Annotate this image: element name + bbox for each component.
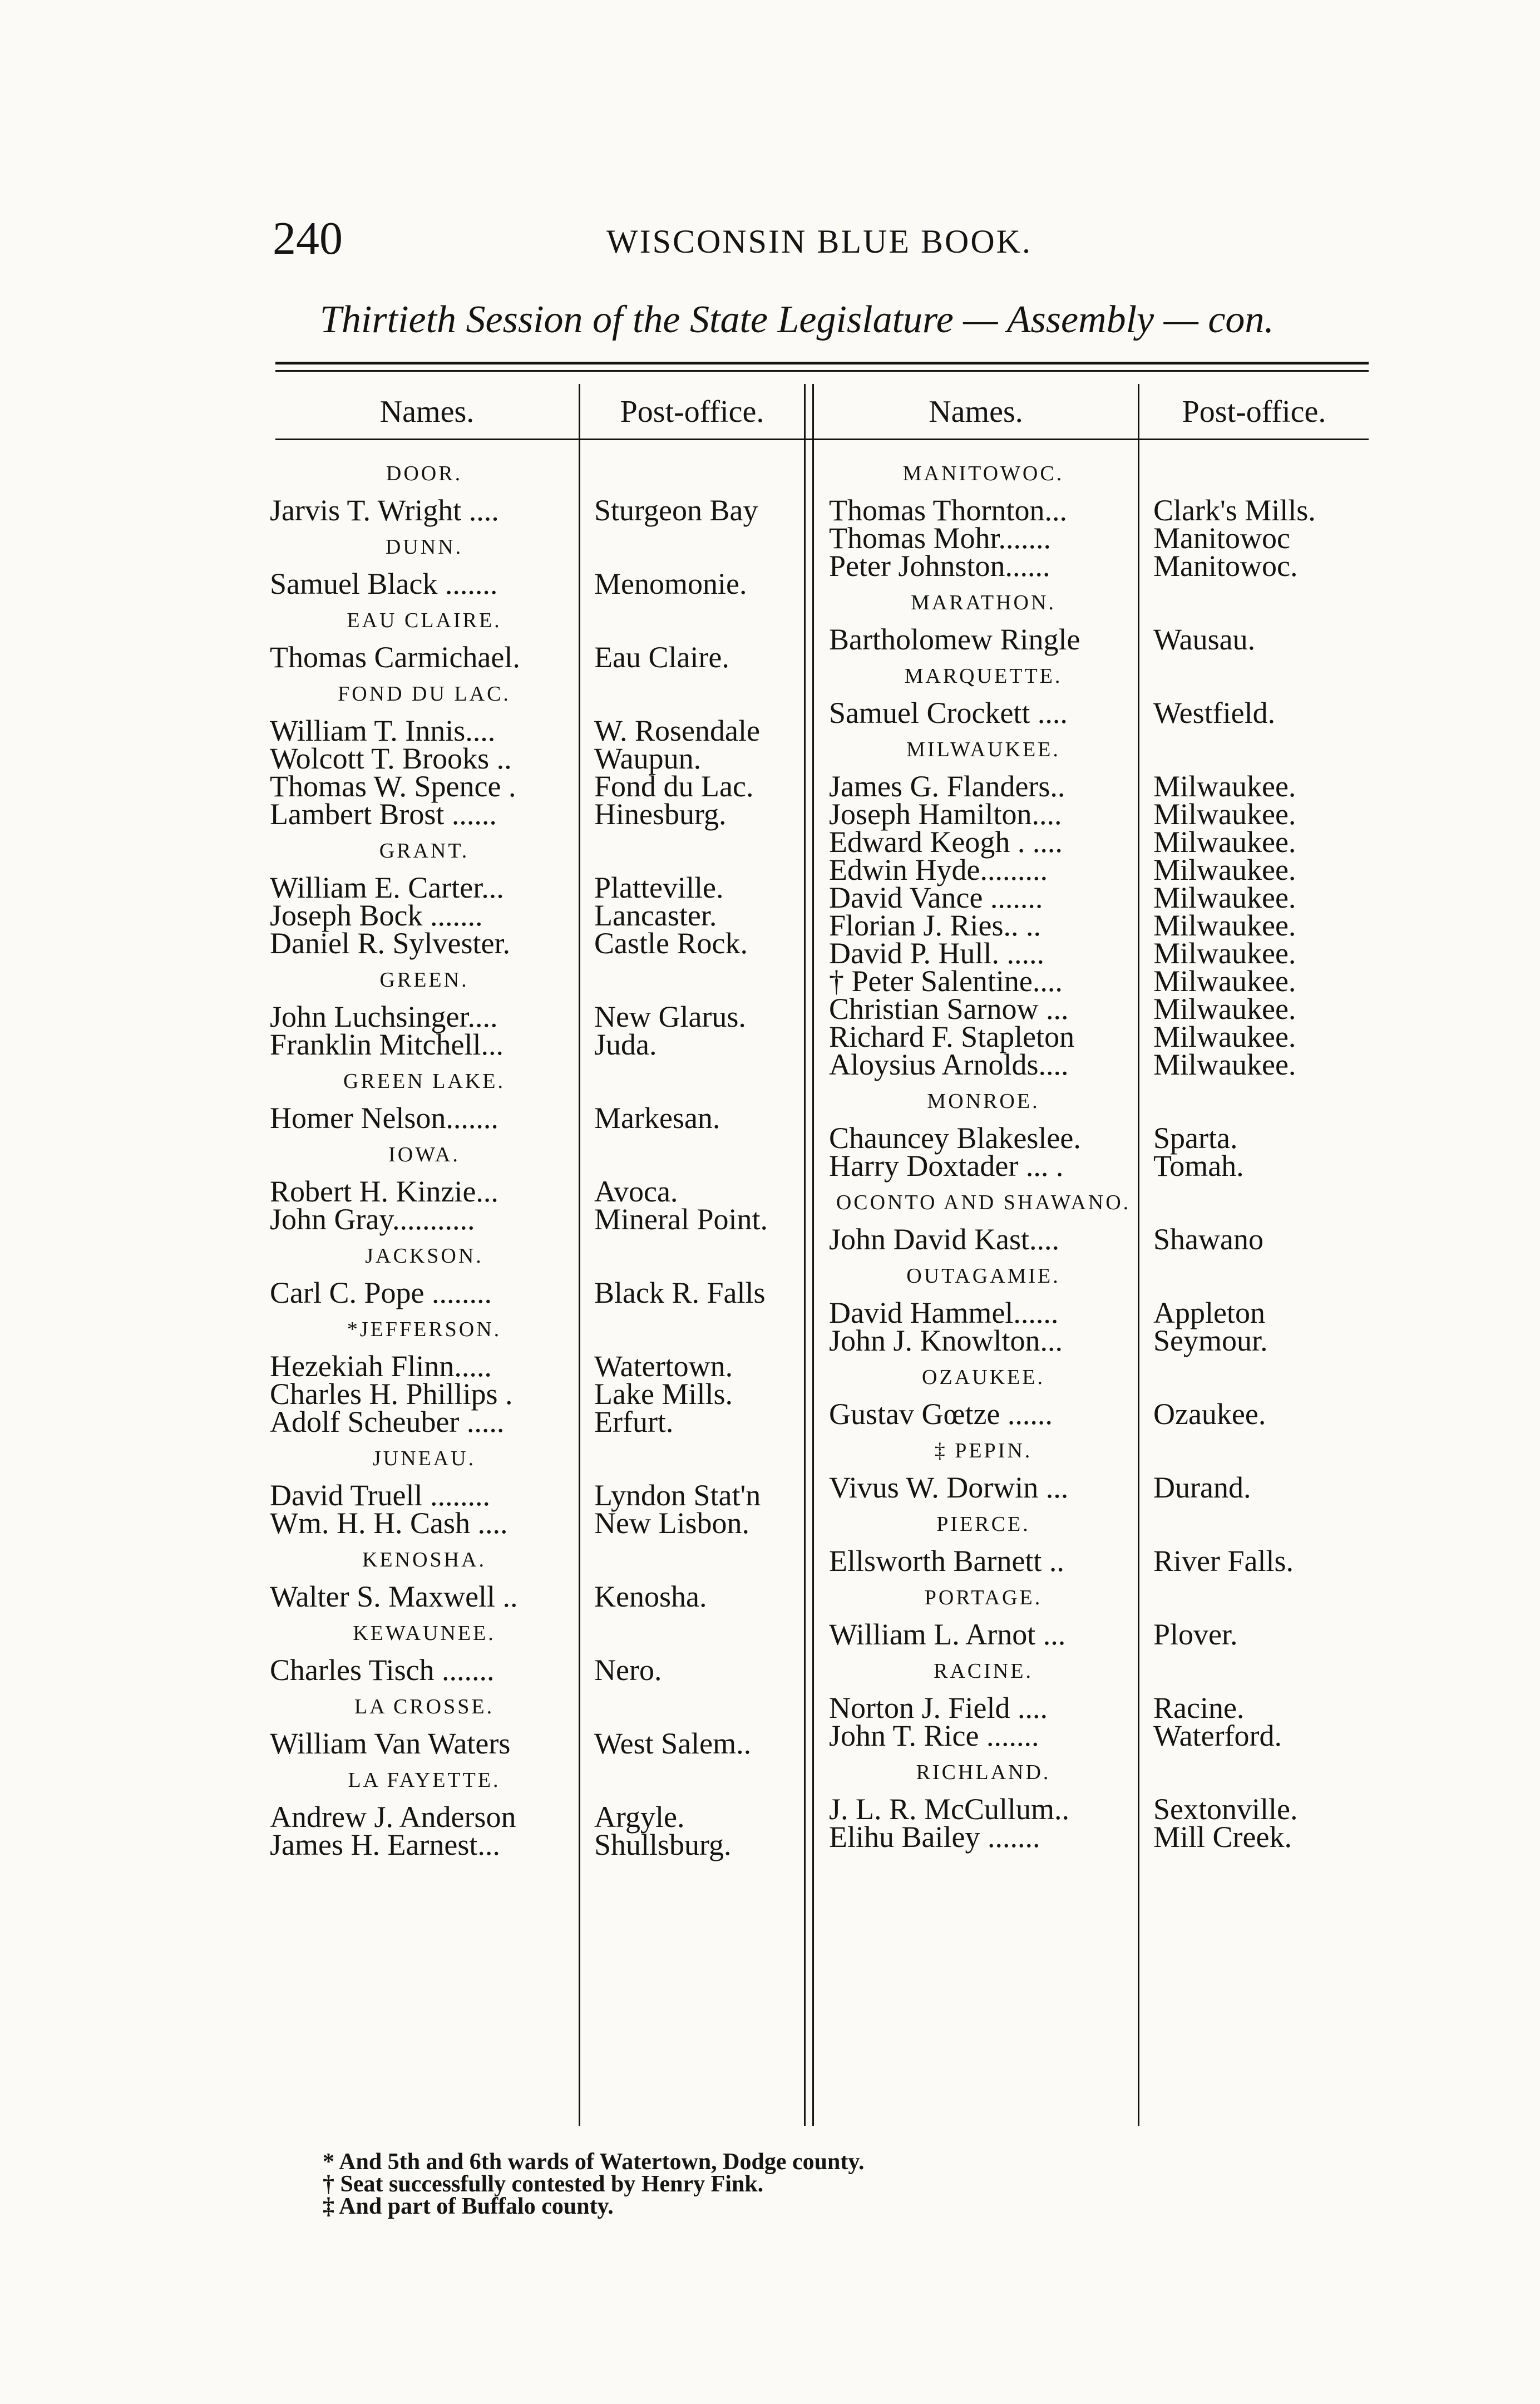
member-post-office: Argyle. xyxy=(594,1800,685,1834)
member-name: Ellsworth Barnett .. xyxy=(829,1544,1064,1578)
member-post-office: Mineral Point. xyxy=(594,1203,768,1236)
county-heading: MILWAUKEE. xyxy=(906,738,1060,761)
member-post-office: Ozaukee. xyxy=(1153,1397,1266,1431)
left-column xyxy=(270,451,804,1859)
member-row xyxy=(829,770,1363,803)
member-name: Bartholomew Ringle xyxy=(829,623,1080,656)
member-name: David Hammel...... xyxy=(829,1296,1059,1329)
member-name: William E. Carter... xyxy=(270,871,504,904)
member-row xyxy=(270,1800,804,1834)
member-name: Charles Tisch ....... xyxy=(270,1653,495,1687)
member-row xyxy=(829,825,1363,859)
member-name: Christian Sarnow ... xyxy=(829,992,1069,1026)
member-post-office: Nero. xyxy=(594,1653,662,1687)
county-heading: OCONTO AND SHAWANO. xyxy=(836,1191,1131,1214)
member-row xyxy=(270,494,804,527)
member-row xyxy=(829,549,1363,583)
member-name: John Luchsinger.... xyxy=(270,1000,498,1033)
county-heading: FOND DU LAC. xyxy=(338,682,511,706)
member-row xyxy=(270,927,804,960)
top-rule xyxy=(275,362,1369,364)
member-row xyxy=(829,1691,1363,1725)
member-post-office: Castle Rock. xyxy=(594,927,748,960)
member-post-office: Lancaster. xyxy=(594,899,717,932)
member-row xyxy=(270,1653,804,1687)
member-row xyxy=(829,1048,1363,1081)
member-name: Thomas Mohr....... xyxy=(829,521,1051,555)
member-name: William T. Innis.... xyxy=(270,714,496,747)
member-post-office: Seymour. xyxy=(1153,1324,1268,1357)
member-name: Thomas W. Spence . xyxy=(270,770,516,803)
member-post-office: Lake Mills. xyxy=(594,1377,733,1411)
member-row xyxy=(270,1276,804,1309)
member-post-office: Milwaukee. xyxy=(1153,825,1296,859)
member-post-office: Watertown. xyxy=(594,1349,733,1383)
member-name: James G. Flanders.. xyxy=(829,770,1065,803)
member-post-office: Shullsburg. xyxy=(594,1828,732,1861)
county-heading: LA FAYETTE. xyxy=(348,1768,501,1792)
member-row xyxy=(270,770,804,803)
member-row xyxy=(270,1000,804,1033)
col-header-post-office-right: Post-office. xyxy=(1182,395,1326,429)
member-post-office: Tomah. xyxy=(1153,1149,1244,1183)
col-header-post-office: Post-office. xyxy=(620,395,764,429)
member-post-office: Clark's Mills. xyxy=(1153,494,1316,527)
member-row xyxy=(829,1792,1363,1826)
county-heading: ‡ PEPIN. xyxy=(934,1439,1033,1462)
county-heading: MARATHON. xyxy=(911,591,1056,614)
running-title: WISCONSIN BLUE BOOK. xyxy=(606,223,1032,260)
member-row xyxy=(829,1618,1363,1651)
member-row xyxy=(829,1544,1363,1578)
member-name: Norton J. Field .... xyxy=(829,1691,1048,1725)
member-name: David P. Hull. ..... xyxy=(829,937,1045,970)
col-header-names: Names. xyxy=(379,395,475,429)
county-heading: OUTAGAMIE. xyxy=(906,1264,1060,1288)
member-name: John David Kast.... xyxy=(829,1223,1059,1256)
member-name: Aloysius Arnolds.... xyxy=(829,1048,1069,1081)
member-name: Vivus W. Dorwin ... xyxy=(829,1471,1069,1504)
member-row xyxy=(270,1727,804,1760)
member-row xyxy=(270,871,804,904)
member-name: William L. Arnot ... xyxy=(829,1618,1066,1651)
member-row xyxy=(829,1223,1363,1256)
footnote: ‡ And part of Buffalo county. xyxy=(323,2194,614,2219)
member-post-office: Sextonville. xyxy=(1153,1792,1298,1826)
county-heading: GREEN. xyxy=(379,968,469,992)
col-header-names-right: Names. xyxy=(929,395,1023,429)
member-name: Lambert Brost ...... xyxy=(270,797,497,831)
member-post-office: Hinesburg. xyxy=(594,797,727,831)
member-row xyxy=(829,853,1363,886)
member-name: Hezekiah Flinn..... xyxy=(270,1349,492,1383)
member-name: Edwin Hyde......... xyxy=(829,853,1048,886)
member-post-office: Milwaukee. xyxy=(1153,797,1296,831)
member-name: Charles H. Phillips . xyxy=(270,1377,513,1411)
member-post-office: W. Rosendale xyxy=(594,714,760,747)
member-row xyxy=(829,1719,1363,1752)
member-row xyxy=(829,1820,1363,1854)
member-name: † Peter Salentine.... xyxy=(829,964,1063,998)
member-post-office: West Salem.. xyxy=(594,1727,752,1760)
member-post-office: Platteville. xyxy=(594,871,724,904)
page-number: 240 xyxy=(273,213,343,264)
footnotes xyxy=(323,2151,865,2218)
county-heading: JUNEAU. xyxy=(372,1447,476,1470)
member-row xyxy=(270,797,804,831)
member-name: Joseph Hamilton.... xyxy=(829,797,1062,831)
member-name: Adolf Scheuber ..... xyxy=(270,1405,505,1439)
member-name: Robert H. Kinzie... xyxy=(270,1175,498,1208)
member-name: David Truell ........ xyxy=(270,1479,491,1512)
county-heading: KEWAUNEE. xyxy=(353,1622,496,1645)
member-row xyxy=(270,1101,804,1135)
member-row xyxy=(829,1397,1363,1431)
member-row xyxy=(829,881,1363,914)
member-name: Carl C. Pope ........ xyxy=(270,1276,492,1309)
county-heading: RACINE. xyxy=(934,1659,1033,1683)
footnote: † Seat successfully contested by Henry Fink. xyxy=(323,2171,764,2197)
member-row xyxy=(270,1377,804,1411)
county-heading: MANITOWOC. xyxy=(902,462,1064,485)
member-post-office: Milwaukee. xyxy=(1153,770,1296,803)
member-post-office: Manitowoc xyxy=(1153,521,1290,555)
member-post-office: Durand. xyxy=(1153,1471,1251,1504)
member-name: William Van Waters xyxy=(270,1727,511,1760)
member-post-office: Waupun. xyxy=(594,742,702,775)
member-name: John T. Rice ....... xyxy=(829,1719,1039,1752)
member-name: Florian J. Ries.. .. xyxy=(829,909,1042,942)
county-heading: GREEN LAKE. xyxy=(343,1070,505,1093)
county-heading: KENOSHA. xyxy=(362,1548,487,1572)
member-name: David Vance ....... xyxy=(829,881,1043,914)
member-row xyxy=(270,567,804,600)
member-name: James H. Earnest... xyxy=(270,1828,500,1861)
member-row xyxy=(270,1028,804,1061)
county-heading: MARQUETTE. xyxy=(904,664,1063,688)
member-post-office: Menomonie. xyxy=(594,567,747,600)
county-heading: GRANT. xyxy=(379,839,470,863)
member-row xyxy=(829,623,1363,656)
member-post-office: Milwaukee. xyxy=(1153,909,1296,942)
member-row xyxy=(829,797,1363,831)
county-heading: *JEFFERSON. xyxy=(347,1318,502,1341)
member-row xyxy=(829,964,1363,998)
right-column xyxy=(829,451,1363,1854)
member-row xyxy=(270,1405,804,1439)
member-post-office: Manitowoc. xyxy=(1153,549,1298,583)
member-name: Edward Keogh . .... xyxy=(829,825,1063,859)
member-row xyxy=(829,1121,1363,1155)
county-heading: OZAUKEE. xyxy=(922,1366,1045,1389)
member-post-office: Appleton xyxy=(1153,1296,1265,1329)
county-heading: PORTAGE. xyxy=(924,1586,1043,1609)
top-rule-thin xyxy=(275,370,1369,372)
member-row xyxy=(270,1479,804,1512)
member-name: Samuel Crockett .... xyxy=(829,696,1068,730)
member-post-office: Milwaukee. xyxy=(1153,964,1296,998)
member-post-office: Milwaukee. xyxy=(1153,853,1296,886)
member-row xyxy=(829,909,1363,942)
member-row xyxy=(270,1203,804,1236)
member-name: Richard F. Stapleton xyxy=(829,1020,1075,1053)
member-name: Peter Johnston...... xyxy=(829,549,1050,583)
member-row xyxy=(829,1149,1363,1183)
member-name: Daniel R. Sylvester. xyxy=(270,927,510,960)
member-name: Andrew J. Anderson xyxy=(270,1800,516,1834)
county-heading: MONROE. xyxy=(927,1090,1040,1113)
member-row xyxy=(270,899,804,932)
member-post-office: Milwaukee. xyxy=(1153,881,1296,914)
member-row xyxy=(829,494,1363,527)
member-name: John Gray........... xyxy=(270,1203,475,1236)
center-divider-b xyxy=(812,384,814,2126)
member-row xyxy=(270,714,804,747)
member-name: Franklin Mitchell... xyxy=(270,1028,504,1061)
member-row xyxy=(270,1828,804,1861)
member-post-office: Milwaukee. xyxy=(1153,1020,1296,1053)
member-row xyxy=(829,1020,1363,1053)
member-post-office: Shawano xyxy=(1153,1223,1263,1256)
member-post-office: Black R. Falls xyxy=(594,1276,766,1309)
member-name: Harry Doxtader ... . xyxy=(829,1149,1064,1183)
county-heading: IOWA. xyxy=(388,1143,460,1166)
county-heading: DOOR. xyxy=(386,462,463,485)
member-name: Thomas Thornton... xyxy=(829,494,1067,527)
member-name: Joseph Bock ....... xyxy=(270,899,483,932)
center-divider-a xyxy=(804,384,806,2126)
county-heading: DUNN. xyxy=(385,535,463,559)
member-post-office: Avoca. xyxy=(594,1175,678,1208)
member-post-office: Juda. xyxy=(594,1028,657,1061)
member-post-office: Sturgeon Bay xyxy=(594,494,758,527)
member-row xyxy=(829,1296,1363,1329)
member-name: Jarvis T. Wright .... xyxy=(270,494,499,527)
member-row xyxy=(270,1580,804,1613)
member-post-office: Sparta. xyxy=(1153,1121,1238,1155)
member-name: Homer Nelson....... xyxy=(270,1101,498,1135)
member-post-office: New Glarus. xyxy=(594,1000,746,1033)
member-row xyxy=(829,521,1363,555)
county-heading: JACKSON. xyxy=(365,1244,483,1268)
member-post-office: Westfield. xyxy=(1153,696,1276,730)
member-name: J. L. R. McCullum.. xyxy=(829,1792,1070,1826)
member-post-office: Markesan. xyxy=(594,1101,720,1135)
member-row xyxy=(829,1324,1363,1357)
member-row xyxy=(270,742,804,775)
member-name: Gustav Gœtze ...... xyxy=(829,1397,1053,1431)
member-name: Wolcott T. Brooks .. xyxy=(270,742,512,775)
member-row xyxy=(270,641,804,674)
member-row xyxy=(270,1506,804,1540)
member-row xyxy=(829,1471,1363,1504)
county-heading: LA CROSSE. xyxy=(354,1695,495,1718)
member-post-office: Lyndon Stat'n xyxy=(594,1479,761,1512)
table-title: Thirtieth Session of the State Legislature — Assembly — con. xyxy=(320,298,1274,341)
member-post-office: Mill Creek. xyxy=(1153,1820,1292,1854)
member-row xyxy=(829,937,1363,970)
member-name: Wm. H. H. Cash .... xyxy=(270,1506,508,1540)
footnote: * And 5th and 6th wards of Watertown, Dodge county. xyxy=(323,2149,865,2175)
county-heading: PIERCE. xyxy=(936,1513,1030,1536)
member-post-office: Waterford. xyxy=(1153,1719,1282,1752)
member-post-office: Plover. xyxy=(1153,1618,1238,1651)
member-name: John J. Knowlton... xyxy=(829,1324,1063,1357)
member-row xyxy=(270,1349,804,1383)
county-heading: RICHLAND. xyxy=(916,1761,1051,1784)
member-name: Walter S. Maxwell .. xyxy=(270,1580,518,1613)
member-post-office: Milwaukee. xyxy=(1153,992,1296,1026)
member-name: Thomas Carmichael. xyxy=(270,641,520,674)
member-row xyxy=(829,992,1363,1026)
member-row xyxy=(270,1175,804,1208)
member-post-office: River Falls. xyxy=(1153,1544,1294,1578)
member-name: Elihu Bailey ....... xyxy=(829,1820,1040,1854)
member-post-office: Milwaukee. xyxy=(1153,1048,1296,1081)
member-post-office: Racine. xyxy=(1153,1691,1245,1725)
member-post-office: Eau Claire. xyxy=(594,641,729,674)
member-post-office: Wausau. xyxy=(1153,623,1256,656)
member-post-office: Erfurt. xyxy=(594,1405,674,1439)
member-post-office: New Lisbon. xyxy=(594,1506,749,1540)
county-heading: EAU CLAIRE. xyxy=(347,609,502,632)
member-row xyxy=(829,696,1363,730)
member-name: Chauncey Blakeslee. xyxy=(829,1121,1081,1155)
member-post-office: Fond du Lac. xyxy=(594,770,754,803)
member-post-office: Kenosha. xyxy=(594,1580,707,1613)
member-post-office: Milwaukee. xyxy=(1153,937,1296,970)
member-name: Samuel Black ....... xyxy=(270,567,498,600)
